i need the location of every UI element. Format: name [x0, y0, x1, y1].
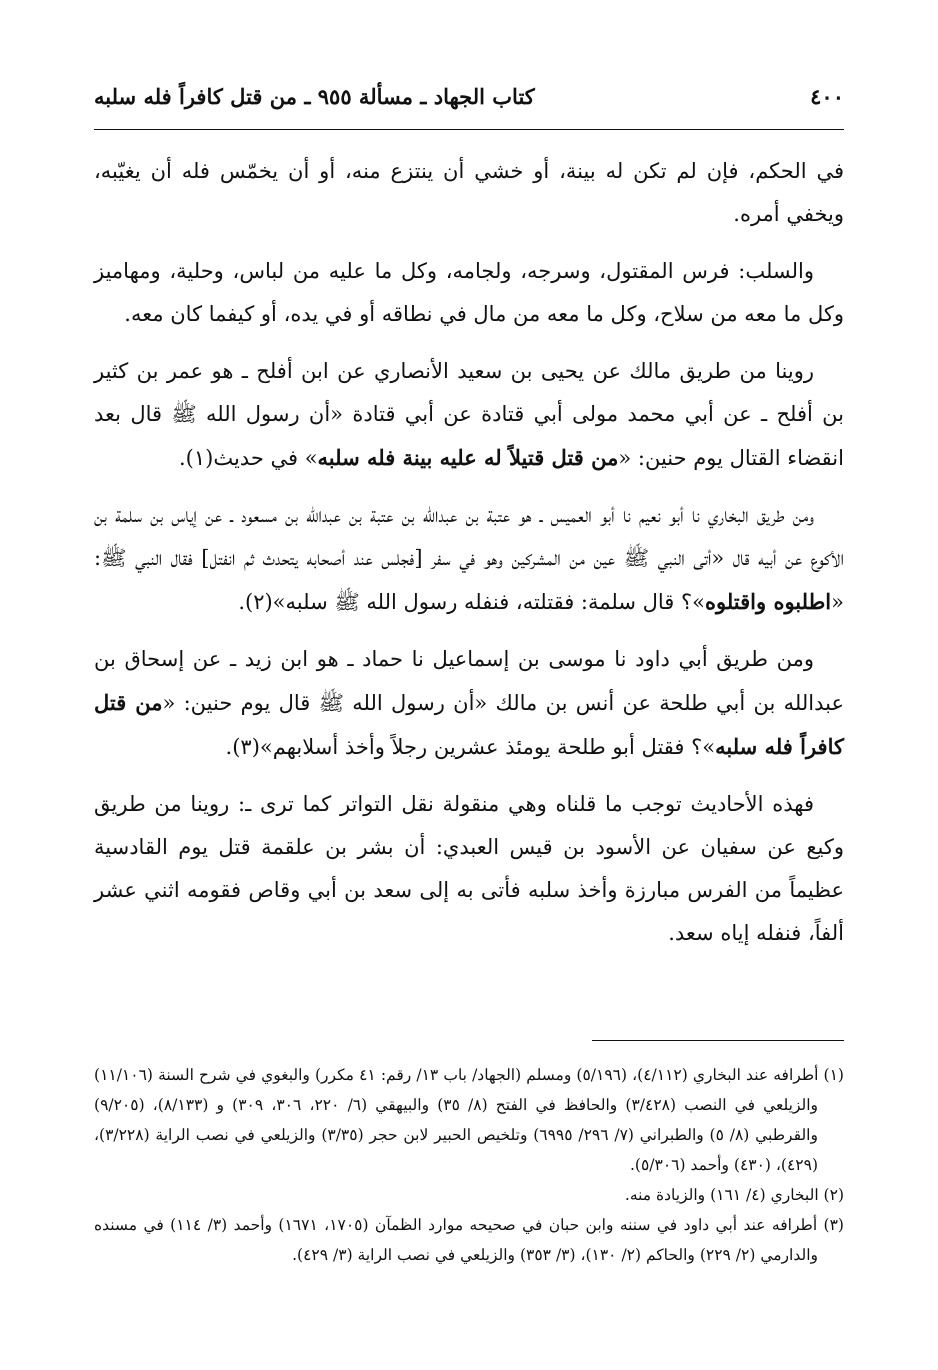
hadith-quote: من قتل قتيلاً له عليه بينة فله سلبه [317, 445, 619, 470]
page-number: ٤٠٠ [810, 84, 844, 109]
hadith-quote: من قتل كافراً فله سلبه [94, 690, 844, 759]
footnote: (٢) البخاري (٤/ ١٦١) والزيادة منه. [624, 1186, 844, 1204]
text-segment: في الحكم، فإن لم تكن له بينة، أو خشي أن ينتزع منه، أو أن يخمّس فله أن يغيّبه، ويخفي أمره. [94, 159, 844, 226]
main-text [94, 150, 844, 969]
text-segment: فهذه الأحاديث توجب ما قلناه وهي منقولة نقل التواتر كما ترى ـ: روينا من طريق وكيع عن سفيان عن الأسود بن قيس العبدي: أن بشر بن علقمة قتل يوم القادسية عظيماً من الفرس مبارزة وأخذ سلبه فأتى به إلى سعد بن أبي وقاص فقومه اثني عشر ألفاً، فنفله إياه سعد. [94, 792, 844, 945]
paragraph [94, 350, 844, 480]
footnotes [94, 1060, 844, 1270]
paragraph [94, 250, 844, 336]
text-segment: ومن طريق أبي داود نا موسى بن إسماعيل نا حماد ـ هو ابن زيد ـ عن إسحاق بن عبدالله بن أبي طلحة عن أنس بن مالك «أن رسول الله ﷺ قال يوم حنين: « [94, 647, 844, 715]
paragraph [94, 638, 844, 769]
hadith-quote: اطلبوه واقتلوه [704, 589, 832, 614]
paragraph [94, 494, 844, 624]
paragraph [94, 783, 844, 955]
running-title: كتاب الجهاد ـ مسألة ٩٥٥ ـ من قتل كافراً فله سلبه [94, 84, 535, 109]
text-segment: »؟ فقتل أبو طلحة يومئذ عشرين رجلاً وأخذ أسلابهم»(٣). [225, 735, 716, 759]
footnote: (٣) أطرافه عند أبي داود في سننه وابن حبان في صحيحه موارد الظمآن (١٧٠٥، ١٦٧١) وأحمد (٣/ ١١٤) في مسنده والدارمي (٢/ ٢٢٩) والحاكم (٢/ ١٣٠)، (٣/ ٣٥٣) والزيلعي في نصب الراية (٣/ ٤٢٩). [94, 1216, 844, 1264]
paragraph [94, 150, 844, 236]
footnote-rule [592, 1040, 844, 1041]
text-segment: ومن طريق البخاري نا أبو نعيم نا أبو العميس ـ هو عتبة بن عبدالله بن عتبة بن عبدالله بن مسعود ـ عن إياس بن سلمة بن الأكوع عن أبيه قال «أتى النبي ﷺ عين من المشركين وهو في سفر [فجلس عند أصحابه يتحدث ثم انفتل] فقال النبي ﷺ: « [94, 503, 844, 614]
text-segment: روينا من طريق مالك عن يحيى بن سعيد الأنصاري عن ابن أفلح ـ هو عمر بن كثير بن أفلح ـ عن أبي محمد مولى أبي قتادة عن أبي قتادة «أن رسول الله ﷺ قال بعد انقضاء القتال يوم حنين: « [94, 359, 844, 470]
text-segment: والسلب: فرس المقتول، وسرجه، ولجامه، وكل ما عليه من لباس، وحلية، ومهاميز وكل ما معه من سلاح، وكل ما معه من مال في نطاقه أو في يده، أو كيفما كان معه. [94, 259, 844, 326]
text-segment: »؟ قال سلمة: فقتلته، فنفله رسول الله ﷺ سلبه»(٢). [238, 590, 705, 614]
header-rule [94, 129, 844, 130]
page-header [94, 78, 844, 118]
text-segment: » في حديث(١). [178, 446, 318, 470]
footnote: (١) أطرافه عند البخاري (٤/١١٢)، (٥/١٩٦) ومسلم (الجهاد/ باب ١٣/ رقم: ٤١ مكرر) والبغوي في شرح السنة (١١/١٠٦) والزيلعي في النصب (٣/٤٢٨) والحافظ في الفتح (٨/ ٣٥) والبيهقي (٦/ ٢٢٠، ٣٠٦، ٣٠٩) و (٨/١٣٣)، (٩/٢٠٥) والقرطبي (٨/ ٥) والطبراني (٧/ ٢٩٦/ ٦٩٩٥) وتلخيص الحبير لابن حجر (٣/٣٥) والزيلعي في نصب الراية (٣/٢٢٨)، (٤٢٩)، (٤٣٠) وأحمد (٥/٣٠٦). [94, 1066, 844, 1174]
